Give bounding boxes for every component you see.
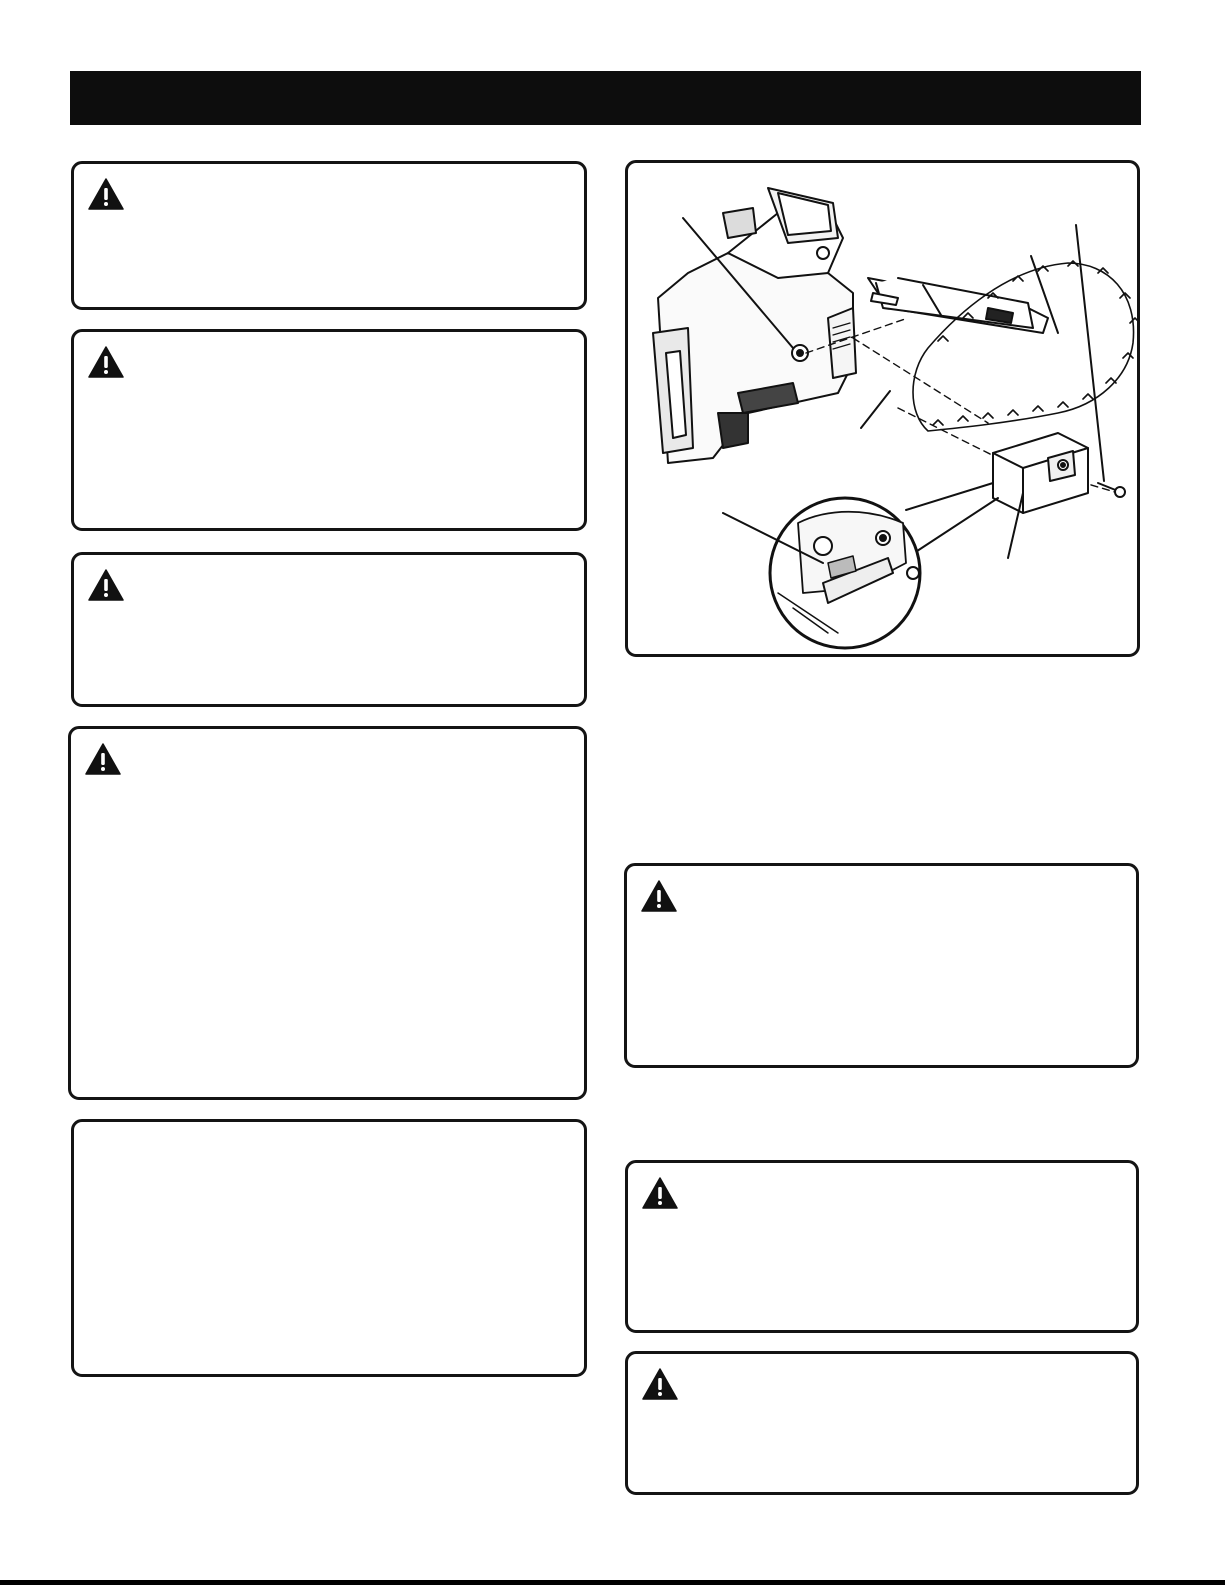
warning-triangle-icon <box>641 880 677 912</box>
detail-inset <box>770 498 920 648</box>
figure-box <box>625 160 1140 657</box>
warning-box-1 <box>71 161 587 310</box>
chainsaw-exploded-figure <box>628 163 1140 657</box>
warning-box-4 <box>68 726 587 1100</box>
section-header-bar <box>70 71 1141 125</box>
warning-triangle-icon <box>642 1177 678 1209</box>
warning-triangle-icon <box>88 346 124 378</box>
warning-triangle-icon <box>642 1368 678 1400</box>
warning-triangle-icon <box>88 569 124 601</box>
warning-box-5 <box>624 863 1139 1068</box>
notice-box-1 <box>71 1119 587 1377</box>
bottom-rule <box>0 1580 1225 1585</box>
warning-box-6 <box>625 1160 1139 1333</box>
warning-triangle-icon <box>88 178 124 210</box>
side-cover <box>993 433 1088 513</box>
warning-box-3 <box>71 552 587 707</box>
warning-triangle-icon <box>85 743 121 775</box>
guide-bar <box>868 278 1048 333</box>
chainsaw-body <box>653 188 856 463</box>
warning-box-7 <box>625 1351 1139 1495</box>
bolt <box>1098 483 1125 497</box>
warning-box-2 <box>71 329 587 531</box>
